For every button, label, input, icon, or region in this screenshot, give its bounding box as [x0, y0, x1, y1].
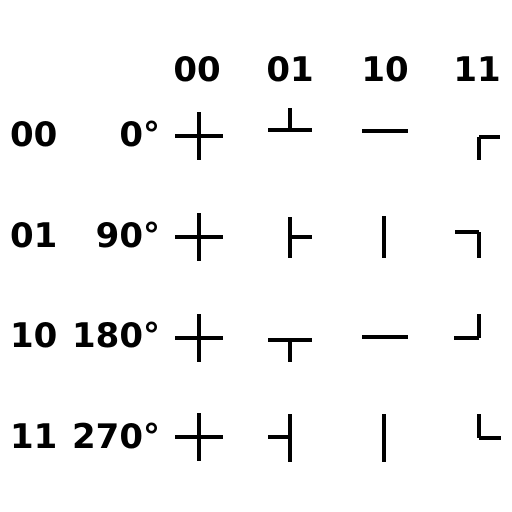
corner-glyph-row1	[455, 232, 479, 258]
cross-glyph-row2	[175, 314, 223, 362]
cross-glyph-row1	[175, 213, 223, 261]
row-code-11: 11	[10, 417, 58, 457]
corner-glyph-row3	[479, 414, 501, 438]
tee-glyph-row0	[268, 108, 312, 130]
column-header-00: 00	[173, 50, 221, 90]
tee-glyph-row1	[290, 217, 312, 258]
row-code-00: 00	[10, 115, 58, 155]
corner-glyph-row2	[454, 314, 479, 338]
row-code-10: 10	[10, 316, 58, 356]
cross-glyph-row3	[175, 413, 223, 461]
corner-glyph-row0	[479, 137, 500, 160]
cross-glyph-row0	[175, 112, 223, 160]
row-angle-90: 90°	[95, 216, 160, 256]
row-angle-180: 180°	[72, 316, 160, 356]
row-angle-0: 0°	[119, 115, 160, 155]
tee-glyph-row3	[268, 414, 290, 462]
column-header-10: 10	[361, 50, 409, 90]
column-header-01: 01	[266, 50, 314, 90]
row-angle-270: 270°	[72, 417, 160, 457]
tee-glyph-row2	[268, 340, 312, 362]
column-header-11: 11	[453, 50, 501, 90]
row-code-01: 01	[10, 216, 58, 256]
